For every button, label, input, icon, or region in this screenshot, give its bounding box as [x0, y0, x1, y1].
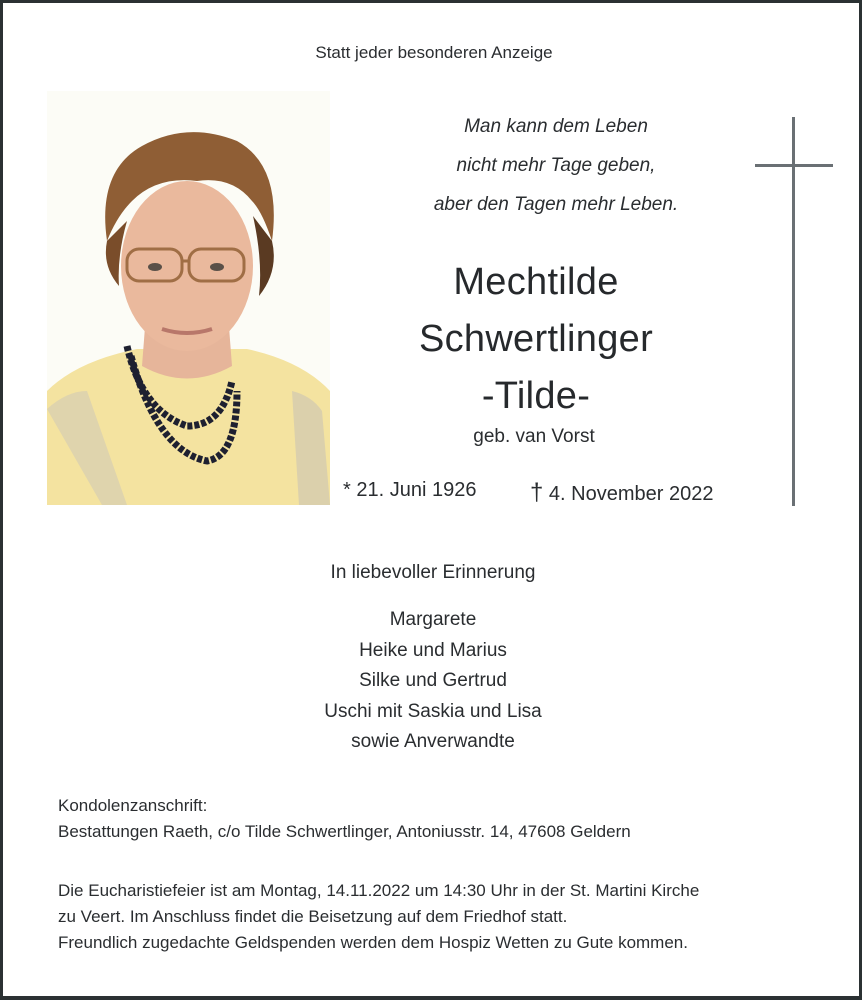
mourner-name: Uschi mit Saskia und Lisa	[324, 700, 542, 722]
birth-date-row	[343, 479, 476, 502]
memory-intro: In liebevoller Erinnerung	[330, 562, 536, 583]
obituary-notice	[3, 3, 859, 996]
quote-line-2: nicht mehr Tage geben,	[456, 155, 656, 176]
mourner-name: Heike und Marius	[359, 639, 507, 661]
portrait-photo	[47, 91, 330, 505]
birth-symbol: *	[343, 479, 351, 501]
service-info	[58, 878, 699, 956]
service-line-1: Die Eucharistiefeier ist am Montag, 14.11.2022 um 14:30 Uhr in der St. Martini Kirche	[58, 881, 700, 900]
cross-icon	[792, 117, 795, 506]
quote-line-3: aber den Tagen mehr Leben.	[433, 194, 679, 215]
mourner-name: Silke und Gertrud	[359, 670, 507, 691]
mourner-name: Margarete	[389, 609, 477, 630]
service-line-2: zu Veert. Im Anschluss findet die Beisetzung auf dem Friedhof statt.	[58, 907, 568, 926]
service-line-3: Freundlich zugedachte Geldspenden werden dem Hospiz Wetten zu Gute kommen.	[58, 933, 688, 952]
death-date-row	[530, 479, 713, 507]
notice-header: Statt jeder besonderen Anzeige	[315, 43, 553, 62]
condolence-address: Bestattungen Raeth, c/o Tilde Schwertlinger, Antoniusstr. 14, 47608 Geldern	[58, 822, 631, 841]
condolence-label: Kondolenzanschrift:	[58, 796, 208, 815]
birth-date: 21. Juni 1926	[356, 479, 477, 501]
nickname: -Tilde-	[481, 375, 591, 417]
cross-icon-bar	[755, 164, 833, 167]
mourner-name: sowie Anverwandte	[351, 731, 515, 752]
mourner-list	[233, 605, 633, 758]
maiden-name: geb. van Vorst	[473, 426, 595, 447]
death-date: 4. November 2022	[548, 483, 714, 505]
first-name: Mechtilde	[453, 261, 619, 303]
death-cross-icon: †	[530, 479, 544, 506]
last-name: Schwertlinger	[418, 318, 654, 360]
condolence-block	[58, 793, 631, 845]
quote-line-1: Man kann dem Leben	[464, 116, 648, 137]
